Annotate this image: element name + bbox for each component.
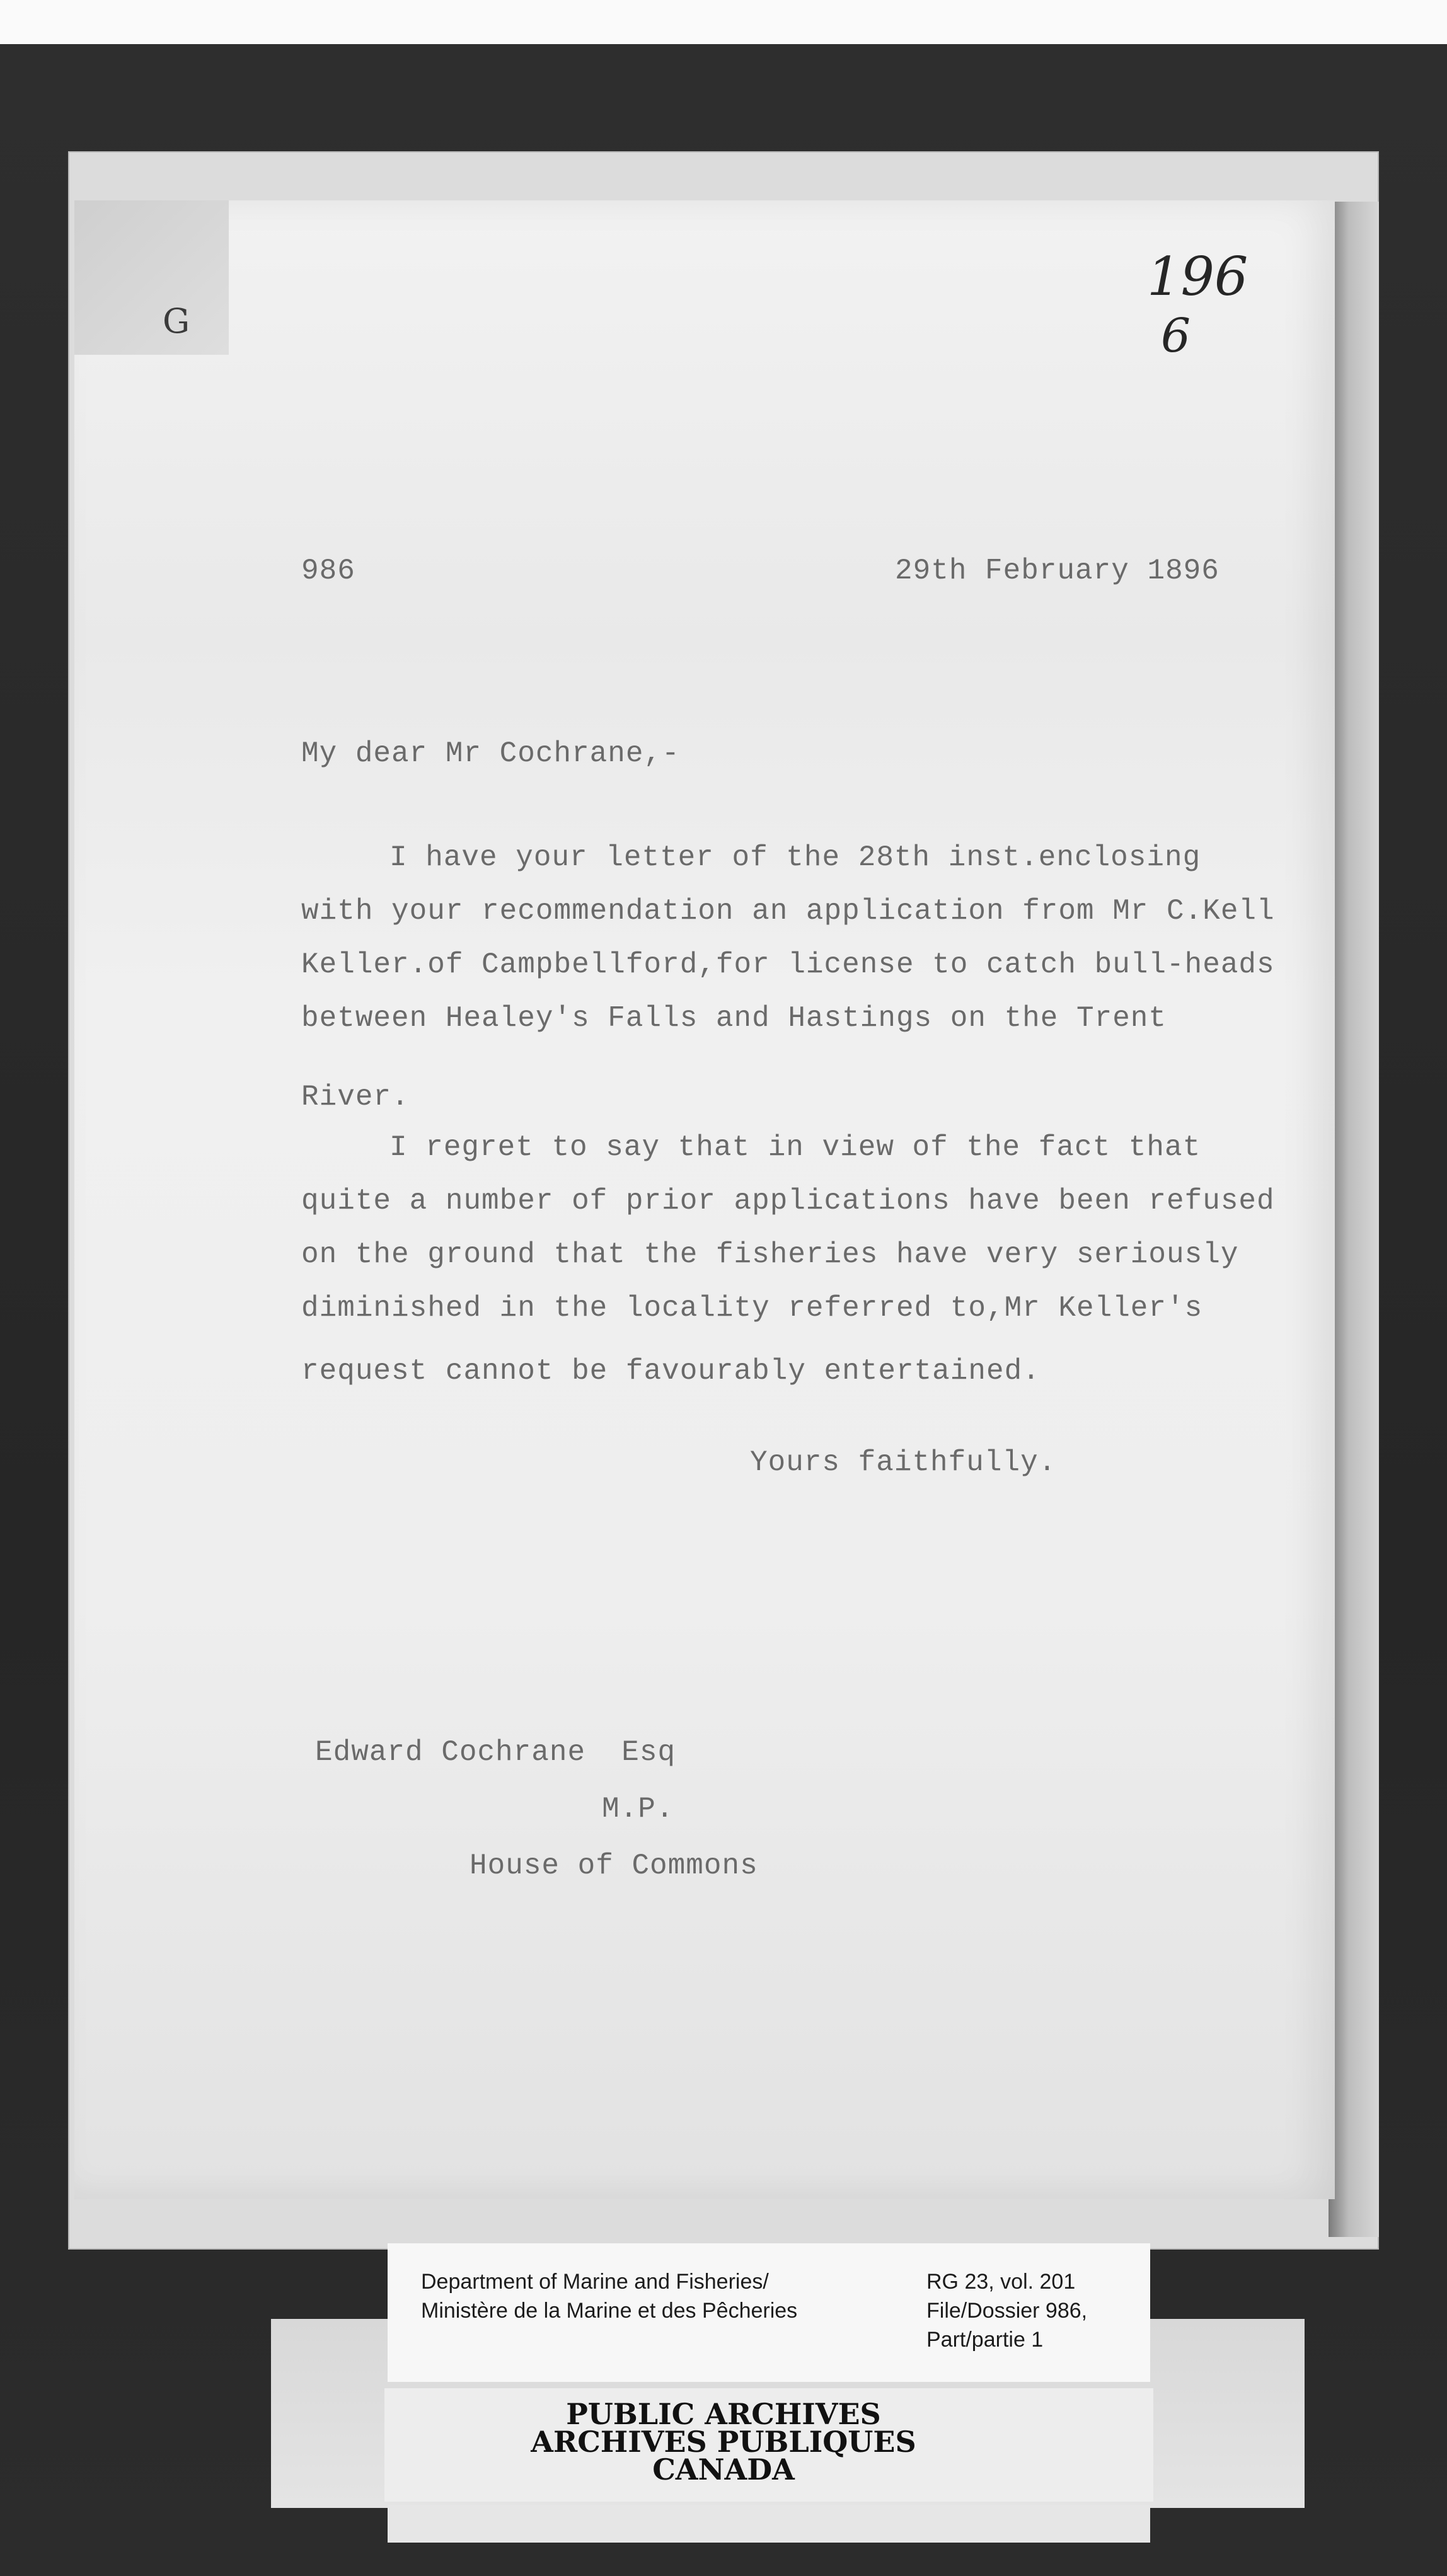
body-line: Keller.of Campbellford,for license to catch bull-heads — [301, 948, 1275, 981]
department-english: Department of Marine and Fisheries/ — [421, 2270, 769, 2294]
file-dossier: File/Dossier 986, — [926, 2299, 1088, 2323]
body-line: with your recommendation an application from Mr C.Kell — [301, 895, 1275, 928]
archive-label-department — [421, 2267, 797, 2325]
body-line: quite a number of prior applications have been refused — [301, 1185, 1275, 1217]
archive-stamp-bottom — [388, 2505, 1150, 2543]
stamp-line-canada: CANADA — [652, 2452, 795, 2487]
archive-label-reference — [926, 2267, 1087, 2354]
folio-number-bottom: 6 — [1161, 309, 1191, 363]
letter-date: 29th February 1896 — [895, 555, 1219, 587]
part-partie: Part/partie 1 — [926, 2328, 1044, 2352]
body-line: request cannot be favourably entertained. — [301, 1355, 1041, 1388]
folio-number — [1147, 246, 1248, 372]
closing: Yours faithfully. — [750, 1446, 1057, 1479]
folio-number-top: 196 — [1147, 246, 1248, 308]
sheet-edge-shadow — [1329, 202, 1379, 2237]
corner-tab — [74, 200, 229, 355]
salutation: My dear Mr Cochrane,- — [301, 737, 680, 770]
addressee-name: Edward Cochrane Esq — [315, 1736, 676, 1769]
stamp-line-public-archives: PUBLIC ARCHIVES — [566, 2397, 881, 2431]
body-line: diminished in the locality referred to,Mr Keller's — [301, 1292, 1203, 1325]
body-line: on the ground that the fisheries have very seriously — [301, 1238, 1239, 1271]
body-line: River. — [301, 1081, 410, 1113]
file-number: 986 — [301, 555, 355, 587]
body-line: between Healey's Falls and Hastings on the Trent — [301, 1002, 1167, 1035]
department-french: Ministère de la Marine et des Pêcheries — [421, 2299, 798, 2323]
addressee-place: House of Commons — [470, 1849, 758, 1882]
body-line: I regret to say that in view of the fact that — [389, 1131, 1201, 1164]
stamp-line-archives-publiques: ARCHIVES PUBLIQUES — [531, 2425, 916, 2459]
body-line: I have your letter of the 28th inst.enclosing — [389, 841, 1201, 874]
addressee-title: M.P. — [602, 1793, 674, 1826]
record-group: RG 23, vol. 201 — [926, 2270, 1076, 2294]
tab-mark: G — [163, 301, 190, 341]
scan-top-margin — [0, 0, 1447, 44]
